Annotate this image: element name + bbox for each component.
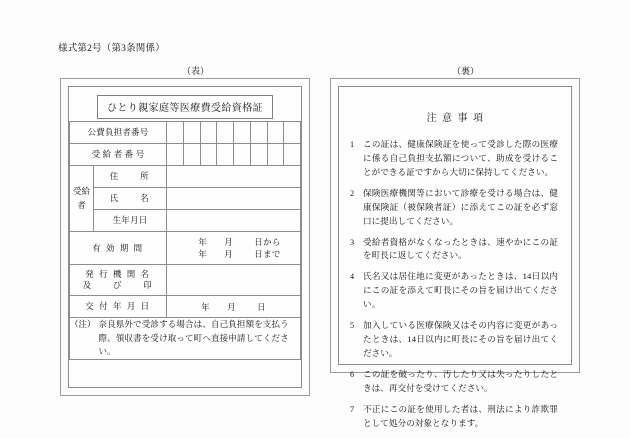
issue-date-year-label: 年 (201, 301, 210, 312)
issue-date-month-label: 月 (227, 301, 236, 312)
table-row-issue-date (70, 296, 301, 318)
issue-date-label: 交 付 年 月 日 (70, 296, 167, 318)
table-row-address (70, 166, 301, 188)
issuer-label (70, 265, 167, 296)
issuer-label-line-1: 発 行 機 関 名 (85, 268, 151, 279)
public-expense-number-cell[interactable] (284, 122, 301, 144)
address-value-field[interactable] (167, 166, 301, 188)
list-item (350, 187, 558, 229)
recipient-number-cell[interactable] (167, 144, 184, 166)
public-expense-number-cell[interactable] (167, 122, 184, 144)
valid-to-month-label: 月 (224, 249, 234, 259)
address-label: 住 所 (94, 166, 167, 188)
notice-index: 6 (350, 369, 355, 379)
list-item (350, 368, 558, 396)
certificate-fields-table (69, 121, 301, 360)
notice-text: 保険医療機関等において診療を受ける場合は、健康保険証（被保険者証）に添えてこの証を必ず窓口に提出してください。 (363, 187, 558, 226)
name-value-field[interactable] (167, 188, 301, 210)
certificate-title-zone (69, 87, 301, 121)
notices-heading: 注意事項 (426, 113, 489, 124)
recipient-number-cell[interactable] (250, 144, 267, 166)
certificate-front-card (60, 78, 310, 396)
form-number-heading: 様式第2号（第3条関係） (58, 44, 165, 54)
list-item (350, 138, 558, 180)
valid-period-label: 有 効 期 間 (70, 232, 167, 265)
certificate-title: ひとり親家庭等医療費受給資格証 (97, 95, 273, 119)
recipient-number-cell[interactable] (200, 144, 217, 166)
valid-to-day-label: 日まで (254, 249, 281, 259)
recipient-number-label: 受 給 者 番 号 (70, 144, 167, 166)
issue-date-value-field[interactable] (167, 296, 301, 318)
notice-index: 3 (350, 237, 355, 247)
table-row-valid-period (70, 232, 301, 265)
notice-text: 加入している医療保険又はその内容に変更があったときは、14日以内に町長にその旨を届け出てください。 (363, 320, 558, 358)
recipient-number-cell[interactable] (267, 144, 284, 166)
birthdate-value-field[interactable] (167, 210, 301, 232)
notice-index: 4 (350, 272, 355, 282)
certificate-back-inner-border (338, 86, 572, 428)
recipient-number-cell[interactable] (217, 144, 234, 166)
public-expense-number-cell[interactable] (183, 122, 200, 144)
valid-to-year-label: 年 (198, 249, 208, 259)
valid-period-to-line (179, 248, 300, 260)
notices-list (339, 138, 571, 431)
valid-from-month-label: 月 (224, 236, 234, 247)
list-item (350, 403, 558, 431)
certificate-back-card (330, 78, 580, 428)
list-item (350, 236, 558, 264)
notice-index: 5 (350, 321, 355, 331)
table-row-note (70, 318, 301, 360)
table-row-birthdate (70, 210, 301, 232)
notice-text: 受給者資格がなくなったときは、速やかにこの証を町長に返してください。 (363, 236, 558, 261)
valid-period-from-line (179, 236, 300, 248)
public-expense-number-cell[interactable] (200, 122, 217, 144)
issuer-value-field[interactable] (167, 265, 301, 296)
table-row-public-expense-number (70, 122, 301, 144)
front-note-text: 奈良県外で受診する場合は、自己負担額を支払う際、領収書を受け取って町へ直接申請してください。 (98, 319, 289, 357)
list-item (350, 319, 558, 361)
valid-period-value-field[interactable] (167, 232, 301, 265)
issue-date-line (167, 301, 300, 313)
notice-text: 不正にこの証を使用した者は、刑法により詐欺罪として処分の対象となります。 (363, 403, 558, 428)
valid-from-year-label: 年 (198, 236, 208, 247)
valid-from-day-label: 日から (254, 236, 281, 247)
public-expense-number-cell[interactable] (267, 122, 284, 144)
recipient-number-cell[interactable] (183, 144, 200, 166)
table-row-recipient-number (70, 144, 301, 166)
recipient-number-cell[interactable] (284, 144, 301, 166)
notice-index: 2 (350, 188, 355, 198)
notice-text: この証を破ったり、汚したり又は失ったりしたときは、再交付を受けてください。 (363, 368, 558, 393)
table-row-name (70, 188, 301, 210)
issuer-label-line-2: 及 び 印 (82, 280, 154, 290)
notice-index: 1 (350, 140, 355, 149)
front-note (70, 318, 300, 359)
front-note-marker: （注） (70, 319, 96, 329)
front-face-caption: （表） (182, 66, 210, 76)
front-note-cell (70, 318, 301, 360)
birthdate-label: 生年月日 (94, 210, 167, 232)
valid-period-dates (167, 236, 300, 261)
notice-text: 氏名又は居住地に変更があったときは、14日以内にこの証を添えて町長にその旨を届け出てください。 (363, 271, 558, 310)
name-label: 氏 名 (94, 188, 167, 210)
public-expense-number-cell[interactable] (250, 122, 267, 144)
public-expense-number-label: 公費負担者番号 (70, 122, 167, 144)
table-row-issuer (70, 265, 301, 296)
public-expense-number-cell[interactable] (217, 122, 234, 144)
list-item (350, 270, 558, 312)
public-expense-number-cell[interactable] (234, 122, 251, 144)
recipient-group-label: 受給者 (70, 166, 94, 232)
notice-index: 7 (350, 404, 355, 414)
certificate-front-inner-border (68, 86, 302, 388)
back-face-caption: （裏） (452, 66, 480, 76)
notice-text: この証は、健康保険証を使って受診した際の医療に係る自己負担支払額について、助成を受けることができる証ですから大切に保持してください。 (363, 139, 558, 177)
issue-date-day-label: 日 (257, 301, 266, 312)
recipient-number-cell[interactable] (234, 144, 251, 166)
